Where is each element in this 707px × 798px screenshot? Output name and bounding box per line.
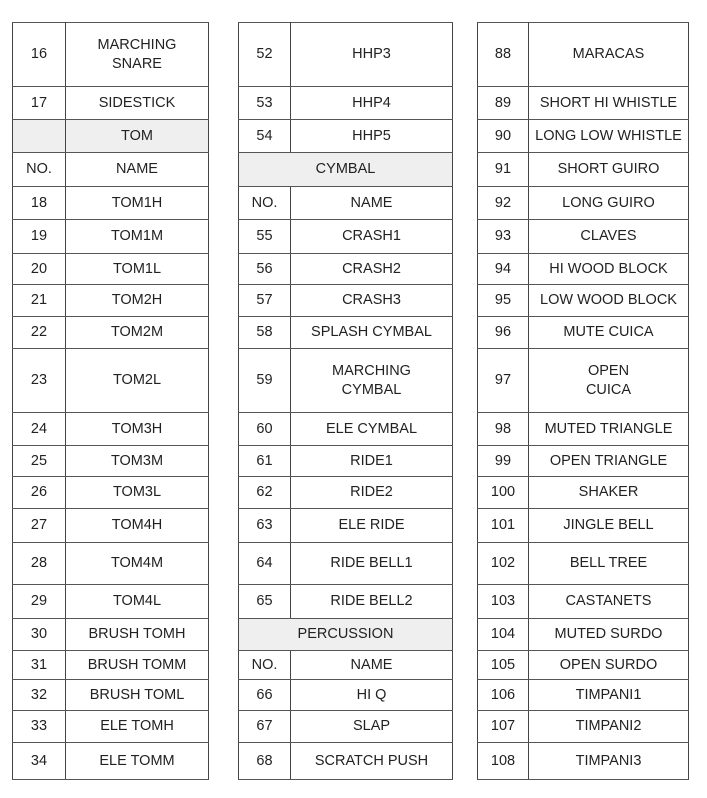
section-row xyxy=(239,619,453,651)
cell-name: SHAKER xyxy=(529,477,689,509)
cell-name: CLAVES xyxy=(529,220,689,254)
cell-no: 88 xyxy=(478,23,529,87)
cell-no: 89 xyxy=(478,87,529,120)
cell-no: 33 xyxy=(13,711,66,743)
cell-name: BRUSH TOMM xyxy=(66,651,209,680)
cell-no: 59 xyxy=(239,349,291,413)
cell-name: MARCHING SNARE xyxy=(66,23,209,87)
cell-no: 60 xyxy=(239,413,291,446)
cell-name: SCRATCH PUSH xyxy=(291,743,453,780)
drum-table-2 xyxy=(238,22,453,780)
cell-no: 58 xyxy=(239,317,291,349)
cell-no: 28 xyxy=(13,543,66,585)
drum-table-1 xyxy=(12,22,209,780)
table-row xyxy=(13,220,209,254)
table-row xyxy=(13,254,209,285)
table-row xyxy=(13,87,209,120)
cell-no: 57 xyxy=(239,285,291,317)
cell-no: 56 xyxy=(239,254,291,285)
cell-no: 66 xyxy=(239,680,291,711)
cell-name: ELE TOMM xyxy=(66,743,209,780)
table-row xyxy=(478,509,689,543)
cell-no: 101 xyxy=(478,509,529,543)
cell-name: TOM3H xyxy=(66,413,209,446)
table-row xyxy=(239,711,453,743)
cell-name: LOW WOOD BLOCK xyxy=(529,285,689,317)
table-row xyxy=(239,743,453,780)
cell-no: 103 xyxy=(478,585,529,619)
cell-name: ELE CYMBAL xyxy=(291,413,453,446)
cell-name: BRUSH TOML xyxy=(66,680,209,711)
cell-no: 97 xyxy=(478,349,529,413)
table-row xyxy=(13,23,209,87)
cell-no: 65 xyxy=(239,585,291,619)
cell-name: TOM4H xyxy=(66,509,209,543)
cell-no: 22 xyxy=(13,317,66,349)
table-row xyxy=(478,543,689,585)
cell-name: OPEN CUICA xyxy=(529,349,689,413)
cell-name: SPLASH CYMBAL xyxy=(291,317,453,349)
cell-name: MUTE CUICA xyxy=(529,317,689,349)
section-row xyxy=(13,120,209,153)
cell-name: TOM3M xyxy=(66,446,209,477)
table-row xyxy=(478,585,689,619)
cell-no: 94 xyxy=(478,254,529,285)
cell-name: HHP5 xyxy=(291,120,453,153)
cell-name: LONG LOW WHISTLE xyxy=(529,120,689,153)
cell-no: 96 xyxy=(478,317,529,349)
cell-name: CRASH3 xyxy=(291,285,453,317)
cell-no: 52 xyxy=(239,23,291,87)
cell-name: TOM1H xyxy=(66,187,209,220)
cell-no: 34 xyxy=(13,743,66,780)
table-row xyxy=(13,743,209,780)
section-empty-cell xyxy=(13,120,66,153)
table-row xyxy=(478,446,689,477)
table-row xyxy=(478,120,689,153)
table-row xyxy=(239,585,453,619)
cell-no: 91 xyxy=(478,153,529,187)
header-row xyxy=(13,153,209,187)
table-row xyxy=(478,711,689,743)
section-title: CYMBAL xyxy=(239,153,453,187)
cell-no: 93 xyxy=(478,220,529,254)
cell-no: 108 xyxy=(478,743,529,780)
cell-name: CRASH1 xyxy=(291,220,453,254)
cell-no: 63 xyxy=(239,509,291,543)
table-row xyxy=(13,446,209,477)
cell-name: BRUSH TOMH xyxy=(66,619,209,651)
cell-name: OPEN TRIANGLE xyxy=(529,446,689,477)
table-row xyxy=(239,254,453,285)
cell-name: HHP3 xyxy=(291,23,453,87)
table-row xyxy=(13,651,209,680)
cell-no: 19 xyxy=(13,220,66,254)
cell-name: TOM4L xyxy=(66,585,209,619)
cell-no: 23 xyxy=(13,349,66,413)
header-name: NAME xyxy=(66,153,209,187)
cell-name: MUTED TRIANGLE xyxy=(529,413,689,446)
cell-name: MARACAS xyxy=(529,23,689,87)
table-row xyxy=(13,317,209,349)
cell-name: RIDE BELL1 xyxy=(291,543,453,585)
cell-name: SIDESTICK xyxy=(66,87,209,120)
cell-name: CASTANETS xyxy=(529,585,689,619)
cell-no: 95 xyxy=(478,285,529,317)
cell-name: TOM1M xyxy=(66,220,209,254)
table-row xyxy=(478,23,689,87)
cell-no: 104 xyxy=(478,619,529,651)
table-row xyxy=(13,680,209,711)
cell-no: 90 xyxy=(478,120,529,153)
cell-no: 18 xyxy=(13,187,66,220)
cell-no: 92 xyxy=(478,187,529,220)
table-row xyxy=(13,619,209,651)
cell-name: HHP4 xyxy=(291,87,453,120)
cell-no: 106 xyxy=(478,680,529,711)
cell-no: 31 xyxy=(13,651,66,680)
table-row xyxy=(239,446,453,477)
cell-name: TOM2L xyxy=(66,349,209,413)
cell-name: RIDE BELL2 xyxy=(291,585,453,619)
cell-name: TOM1L xyxy=(66,254,209,285)
cell-name: TIMPANI1 xyxy=(529,680,689,711)
cell-no: 26 xyxy=(13,477,66,509)
cell-name: HI WOOD BLOCK xyxy=(529,254,689,285)
table-row xyxy=(13,349,209,413)
table-row xyxy=(478,254,689,285)
table-row xyxy=(478,220,689,254)
table-row xyxy=(239,349,453,413)
cell-no: 64 xyxy=(239,543,291,585)
cell-no: 68 xyxy=(239,743,291,780)
cell-no: 32 xyxy=(13,680,66,711)
cell-no: 107 xyxy=(478,711,529,743)
header-row xyxy=(239,187,453,220)
header-name: NAME xyxy=(291,187,453,220)
table-row xyxy=(13,711,209,743)
cell-no: 100 xyxy=(478,477,529,509)
table-row xyxy=(478,680,689,711)
cell-name: JINGLE BELL xyxy=(529,509,689,543)
cell-name: CRASH2 xyxy=(291,254,453,285)
table-row xyxy=(13,543,209,585)
header-no: NO. xyxy=(13,153,66,187)
cell-name: RIDE2 xyxy=(291,477,453,509)
cell-no: 55 xyxy=(239,220,291,254)
table-row xyxy=(478,651,689,680)
table-row xyxy=(239,285,453,317)
cell-no: 27 xyxy=(13,509,66,543)
cell-no: 105 xyxy=(478,651,529,680)
cell-name: OPEN SURDO xyxy=(529,651,689,680)
cell-no: 61 xyxy=(239,446,291,477)
header-row xyxy=(239,651,453,680)
cell-no: 67 xyxy=(239,711,291,743)
section-row xyxy=(239,153,453,187)
table-row xyxy=(13,477,209,509)
cell-name: TOM2H xyxy=(66,285,209,317)
table-row xyxy=(239,220,453,254)
table-row xyxy=(239,317,453,349)
cell-no: 102 xyxy=(478,543,529,585)
cell-name: SHORT GUIRO xyxy=(529,153,689,187)
table-row xyxy=(239,680,453,711)
cell-no: 99 xyxy=(478,446,529,477)
table-row xyxy=(13,585,209,619)
cell-no: 17 xyxy=(13,87,66,120)
table-row xyxy=(478,349,689,413)
section-title: TOM xyxy=(66,120,209,153)
cell-no: 20 xyxy=(13,254,66,285)
cell-name: LONG GUIRO xyxy=(529,187,689,220)
table-row xyxy=(239,509,453,543)
table-row xyxy=(478,743,689,780)
cell-no: 21 xyxy=(13,285,66,317)
table-row xyxy=(239,543,453,585)
table-row xyxy=(239,87,453,120)
drum-table-3 xyxy=(477,22,689,780)
cell-no: 24 xyxy=(13,413,66,446)
table-row xyxy=(478,413,689,446)
table-row xyxy=(13,187,209,220)
cell-no: 16 xyxy=(13,23,66,87)
cell-name: TOM2M xyxy=(66,317,209,349)
cell-no: 30 xyxy=(13,619,66,651)
cell-name: SHORT HI WHISTLE xyxy=(529,87,689,120)
cell-name: TOM3L xyxy=(66,477,209,509)
cell-no: 25 xyxy=(13,446,66,477)
cell-name: ELE RIDE xyxy=(291,509,453,543)
cell-no: 53 xyxy=(239,87,291,120)
table-row xyxy=(478,187,689,220)
cell-name: RIDE1 xyxy=(291,446,453,477)
table-row xyxy=(13,509,209,543)
cell-name: MARCHING CYMBAL xyxy=(291,349,453,413)
table-row xyxy=(478,619,689,651)
cell-name: TIMPANI2 xyxy=(529,711,689,743)
header-name: NAME xyxy=(291,651,453,680)
table-row xyxy=(239,23,453,87)
table-row xyxy=(478,317,689,349)
header-no: NO. xyxy=(239,187,291,220)
table-row xyxy=(239,477,453,509)
cell-name: SLAP xyxy=(291,711,453,743)
table-row xyxy=(478,285,689,317)
table-row xyxy=(239,413,453,446)
cell-name: TOM4M xyxy=(66,543,209,585)
header-no: NO. xyxy=(239,651,291,680)
table-row xyxy=(13,285,209,317)
table-row xyxy=(13,413,209,446)
cell-name: ELE TOMH xyxy=(66,711,209,743)
cell-no: 98 xyxy=(478,413,529,446)
cell-no: 54 xyxy=(239,120,291,153)
table-row xyxy=(239,120,453,153)
cell-no: 29 xyxy=(13,585,66,619)
table-row xyxy=(478,477,689,509)
table-row xyxy=(478,153,689,187)
cell-name: BELL TREE xyxy=(529,543,689,585)
table-row xyxy=(478,87,689,120)
section-title: PERCUSSION xyxy=(239,619,453,651)
cell-name: TIMPANI3 xyxy=(529,743,689,780)
cell-name: MUTED SURDO xyxy=(529,619,689,651)
cell-no: 62 xyxy=(239,477,291,509)
cell-name: HI Q xyxy=(291,680,453,711)
